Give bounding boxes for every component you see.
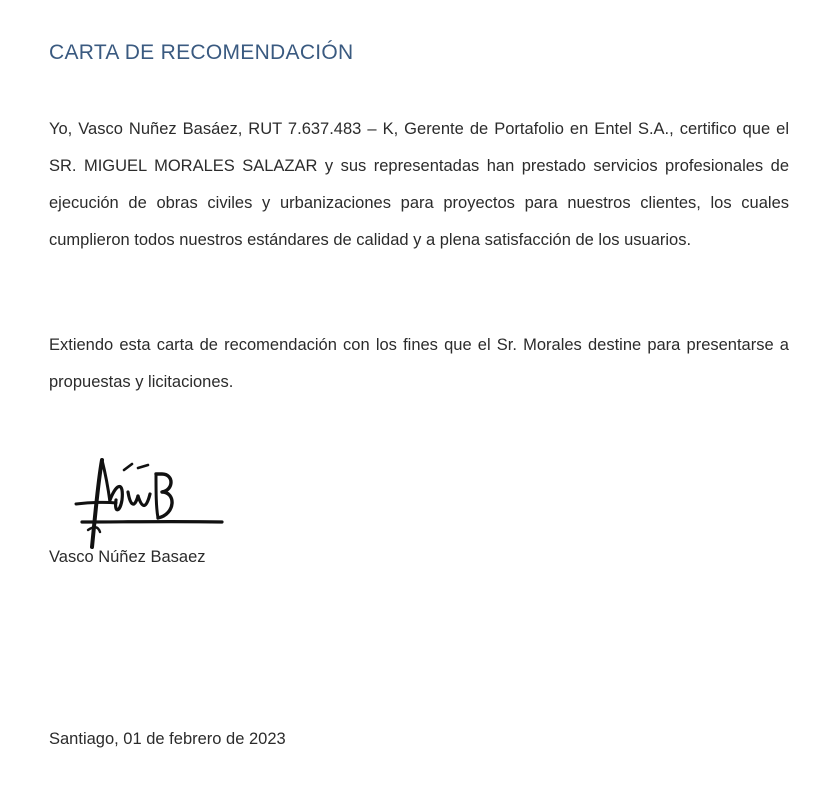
letter-title: CARTA DE RECOMENDACIÓN — [49, 41, 354, 64]
handwritten-signature — [72, 452, 232, 552]
place-and-date: Santiago, 01 de febrero de 2023 — [49, 730, 286, 748]
signer-name: Vasco Núñez Basaez — [49, 548, 206, 566]
letter-paragraph-2: Extiendo esta carta de recomendación con los fines que el Sr. Morales destine para presentarse a propuestas y licitaciones. — [49, 336, 789, 391]
letter-paragraph-1: Yo, Vasco Nuñez Basáez, RUT 7.637.483 – K, Gerente de Portafolio en Entel S.A., certifico que el SR. MIGUEL MORALES SALAZAR y sus representadas han prestado servicios profesionales de ejecución de obras civiles y urbanizaciones para proyectos para nuestros clientes, los cuales cumplieron todos nuestros estándares de calidad y a plena satisfacción de los usuarios. — [49, 120, 789, 249]
